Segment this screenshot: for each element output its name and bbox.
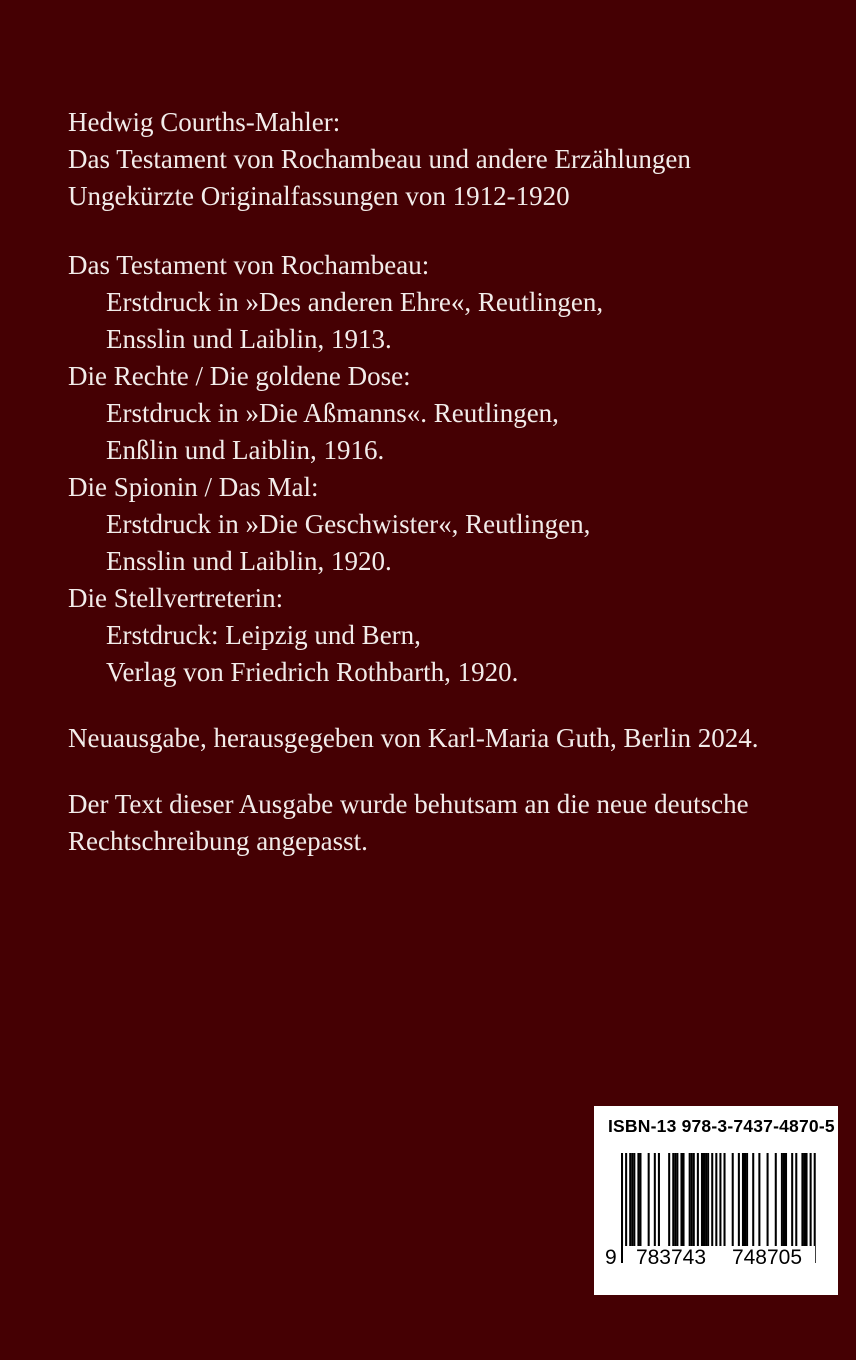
barcode-bar [683,1153,685,1249]
barcode-bar [767,1153,769,1249]
barcode-bar [637,1153,639,1249]
barcode-bar [785,1153,787,1249]
work-source-line: Verlag von Friedrich Rothbarth, 1920. [106,657,519,687]
work-source-line: Erstdruck in »Die Aßmanns«. Reutlingen, [106,398,559,428]
barcode-bar [783,1153,785,1249]
orthography-note: Rechtschreibung angepasst. [68,826,368,856]
author-line: Hedwig Courths-Mahler: [68,107,341,137]
barcode-bar [711,1153,713,1249]
barcode-bar [746,1153,748,1249]
barcode-bar [676,1153,678,1249]
barcode-bar [707,1153,709,1249]
barcode-bar [631,1153,633,1249]
barcode-bar [795,1153,797,1249]
barcode-bar [629,1153,631,1249]
barcode-bar [654,1153,656,1249]
barcode-bar [691,1153,693,1249]
barcode-bar [680,1153,682,1249]
barcode-bar [672,1153,674,1249]
work-title: Die Spionin / Das Mal: [68,472,319,502]
work-source-line: Erstdruck: Leipzig und Bern, [106,620,421,650]
barcode-bar [801,1153,803,1249]
barcode-digits-right: 748705 [719,1246,815,1270]
barcode-bar [724,1153,726,1249]
barcode-bar [705,1153,707,1249]
orthography-note: Der Text dieser Ausgabe wurde behutsam an die neue deutsche [68,789,749,819]
barcode-bar [658,1153,660,1249]
edition-line: Neuausgabe, herausgegeben von Karl-Maria Guth, Berlin 2024. [68,723,759,753]
work-source-line: Enßlin und Laiblin, 1916. [106,435,385,465]
barcode-digits-left: 783743 [623,1246,719,1270]
barcode-bar [703,1153,705,1249]
barcode-bar [732,1153,734,1249]
barcode-bar [742,1153,744,1249]
barcode-bar [668,1153,670,1249]
barcode-bar [744,1153,746,1249]
book-subtitle: Ungekürzte Originalfassungen von 1912-1920 [68,181,570,211]
barcode-bar [697,1153,699,1249]
work-title: Das Testament von Rochambeau: [68,250,430,280]
barcode-bar [701,1153,703,1249]
work-source-line: Erstdruck in »Des anderen Ehre«, Reutlingen, [106,287,604,317]
barcode-bar [752,1153,754,1249]
barcode-digit-first: 9 [605,1246,617,1269]
barcode-bar [633,1153,635,1249]
barcode-bar [689,1153,691,1249]
work-source-line: Ensslin und Laiblin, 1920. [106,546,392,576]
barcode-bar [674,1153,676,1249]
colophon-text [68,104,828,860]
barcode-bar [791,1153,793,1249]
work-title: Die Stellvertreterin: [68,583,284,613]
barcode-bar [803,1153,805,1249]
barcode-bar [639,1153,641,1249]
isbn-label: ISBN-13 978-3-7437-4870-5 [608,1116,835,1136]
barcode-bar [693,1153,695,1249]
barcode-bar [781,1153,783,1249]
barcode-bar [806,1153,808,1249]
barcode-bar [648,1153,650,1249]
barcode-bar [738,1153,740,1249]
barcode-bar [758,1153,760,1249]
book-title: Das Testament von Rochambeau und andere Erzählungen [68,144,691,174]
isbn-barcode-box [594,1106,838,1295]
work-title: Die Rechte / Die goldene Dose: [68,361,411,391]
work-source-line: Erstdruck in »Die Geschwister«, Reutlingen, [106,509,591,539]
barcode-bar [775,1153,777,1249]
work-source-line: Ensslin und Laiblin, 1913. [106,324,392,354]
